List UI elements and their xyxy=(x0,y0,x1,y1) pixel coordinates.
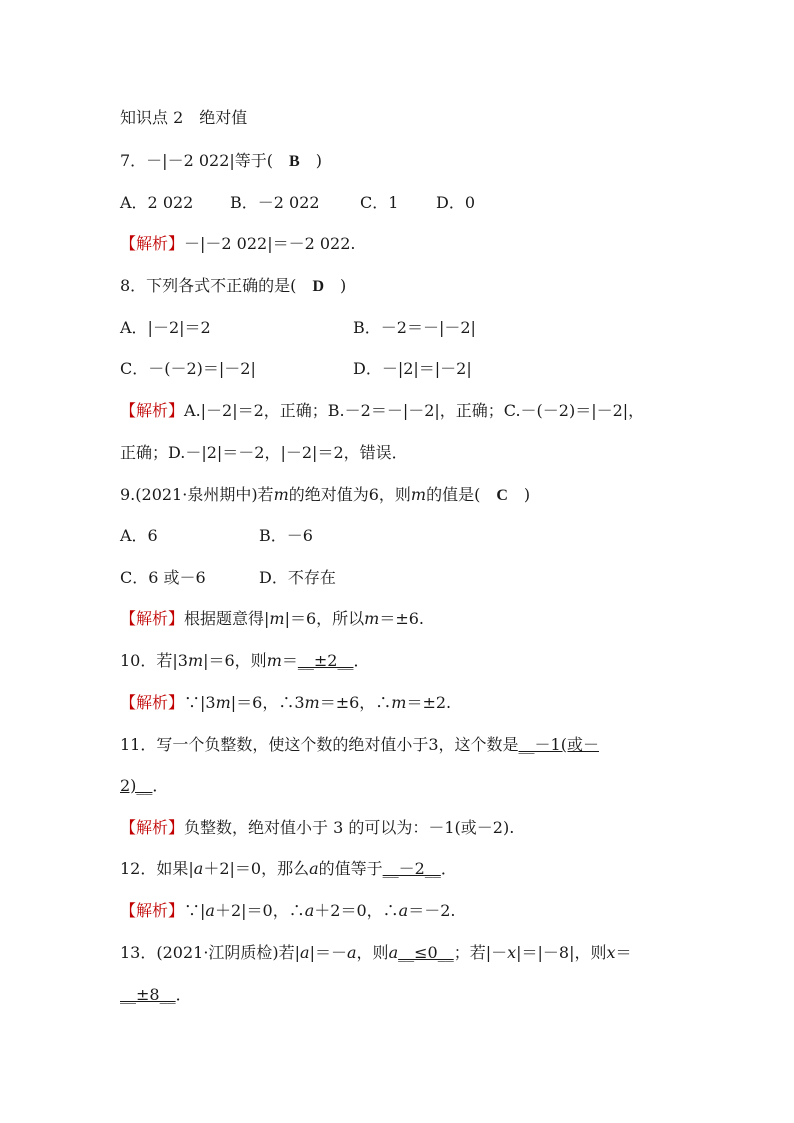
variable-m: m xyxy=(304,693,320,712)
question-8-analysis-line1 xyxy=(120,400,644,422)
analysis-text: ∵| xyxy=(184,901,206,920)
option-b: B．－2＝－|－2| xyxy=(353,318,476,337)
question-10-analysis xyxy=(120,692,451,714)
question-7-close: ) xyxy=(299,151,322,170)
analysis-text: 负整数，绝对值小于 3 的可以为：－1(或－2). xyxy=(184,818,515,837)
variable-m: m xyxy=(273,485,289,504)
analysis-tag: 【解析】 xyxy=(120,234,185,253)
question-9-stem: 的绝对值为6，则 xyxy=(288,485,411,504)
option-c: C．－(－2)＝|－2| xyxy=(120,359,256,378)
analysis-text: 根据题意得| xyxy=(184,609,270,628)
analysis-text: －|－2 022|＝－2 022. xyxy=(184,234,356,253)
question-10 xyxy=(120,650,369,672)
question-12-end: ． xyxy=(440,859,457,878)
analysis-text: ＋2＝0，∴ xyxy=(314,901,399,920)
question-13-stem: ＝ xyxy=(615,943,632,962)
question-13-stem: |＝－ xyxy=(309,943,347,962)
question-10-end: ． xyxy=(353,651,370,670)
variable-m: m xyxy=(410,485,427,504)
option-b: B．－2 022 xyxy=(230,193,320,212)
question-10-stem: |＝6，则 xyxy=(203,651,267,670)
question-12-stem: 的值等于 xyxy=(318,859,383,878)
variable-m: m xyxy=(269,609,285,628)
analysis-tag: 【解析】 xyxy=(120,901,185,920)
question-10-answer-blank: __±2__ xyxy=(297,651,354,670)
question-13-answer-blank-2: __±8__ xyxy=(120,985,176,1004)
question-8-stem: 8．下列各式不正确的是( xyxy=(120,276,313,295)
option-b: B．－6 xyxy=(259,526,313,545)
question-9 xyxy=(120,484,530,507)
analysis-text: A.|－2|＝2，正确；B.－2＝－|－2|，正确；C.－(－2)＝|－2|， xyxy=(184,401,645,420)
option-a: A．|－2|＝2 xyxy=(120,318,211,337)
variable-x: x xyxy=(507,943,517,962)
question-11-continued xyxy=(120,775,168,797)
variable-a: a xyxy=(205,901,215,920)
question-11-stem: 11．写一个负整数，使这个数的绝对值小于3，这个数是 xyxy=(120,735,519,754)
variable-a: a xyxy=(193,859,204,878)
question-12-analysis xyxy=(120,900,455,922)
variable-a: a xyxy=(388,943,399,962)
question-7-stem: 7．－|－2 022|等于( xyxy=(120,151,290,170)
question-10-stem: ＝ xyxy=(281,651,298,670)
question-8 xyxy=(120,275,346,298)
option-d: D．不存在 xyxy=(259,568,336,587)
analysis-tag: 【解析】 xyxy=(120,609,185,628)
variable-a: a xyxy=(398,901,409,920)
variable-m: m xyxy=(364,609,380,628)
variable-m: m xyxy=(266,651,282,670)
question-9-close: ) xyxy=(507,485,531,504)
question-11-answer-blank: 2)__ xyxy=(120,776,153,795)
question-13-continued xyxy=(120,984,192,1006)
analysis-text: ∵|3 xyxy=(184,693,216,712)
analysis-text: ＋2|＝0，∴ xyxy=(214,901,305,920)
question-13 xyxy=(120,942,632,964)
question-8-analysis-line2: 正确；D.－|2|＝－2，|－2|＝2，错误． xyxy=(120,443,408,462)
analysis-tag: 【解析】 xyxy=(120,401,185,420)
option-c: C．6 或－6 xyxy=(120,568,206,587)
question-13-answer-blank-1: __≤0__ xyxy=(398,943,454,962)
question-12-stem: ＋2|＝0，那么 xyxy=(203,859,310,878)
question-7-analysis xyxy=(120,233,356,255)
section-title: 知识点 2 绝对值 xyxy=(120,108,248,127)
question-13-stem: |＝|－8|，则 xyxy=(516,943,607,962)
question-8-close: ) xyxy=(324,276,347,295)
variable-m: m xyxy=(187,651,204,670)
option-d: D．－|2|＝|－2| xyxy=(353,359,472,378)
analysis-tag: 【解析】 xyxy=(120,818,185,837)
question-8-answer: D xyxy=(312,278,324,295)
question-11-answer-blank: __－1(或－ xyxy=(518,735,599,754)
option-a: A．2 022 xyxy=(120,193,194,212)
analysis-text: |＝6，所以 xyxy=(284,609,365,628)
analysis-text: ＝±6. xyxy=(379,609,425,628)
question-11-analysis xyxy=(120,817,514,839)
question-7-answer: B xyxy=(289,153,300,170)
question-11-end: ． xyxy=(152,776,169,795)
variable-m: m xyxy=(215,693,231,712)
variable-a: a xyxy=(300,943,310,962)
analysis-text: ＝±6，∴ xyxy=(319,693,392,712)
question-9-analysis xyxy=(120,608,424,630)
question-12-stem: 12．如果| xyxy=(120,859,194,878)
question-13-stem: 13．(2021·江阴质检)若| xyxy=(120,943,301,962)
option-c: C．1 xyxy=(360,193,399,212)
variable-a: a xyxy=(347,943,357,962)
question-10-stem: 10．若|3 xyxy=(120,651,188,670)
variable-x: x xyxy=(606,943,616,962)
question-13-stem: ，则 xyxy=(356,943,389,962)
question-7 xyxy=(120,150,322,173)
question-11 xyxy=(120,734,599,756)
question-13-end: ． xyxy=(175,985,192,1004)
question-12-answer-blank: __－2__ xyxy=(382,859,441,878)
question-13-stem: ；若|－ xyxy=(453,943,508,962)
variable-a: a xyxy=(304,901,315,920)
analysis-tag: 【解析】 xyxy=(120,693,185,712)
option-d: D．0 xyxy=(436,193,476,212)
analysis-text: ＝±2. xyxy=(406,693,452,712)
question-9-stem: 的值是( xyxy=(426,485,497,504)
variable-a: a xyxy=(309,859,319,878)
question-12 xyxy=(120,858,457,880)
variable-m: m xyxy=(391,693,407,712)
option-a: A．6 xyxy=(120,526,158,545)
analysis-text: |＝6，∴3 xyxy=(230,693,305,712)
question-9-stem: 9.(2021·泉州期中)若 xyxy=(120,485,274,504)
analysis-text: ＝－2. xyxy=(408,901,456,920)
question-9-answer: C xyxy=(496,487,508,504)
